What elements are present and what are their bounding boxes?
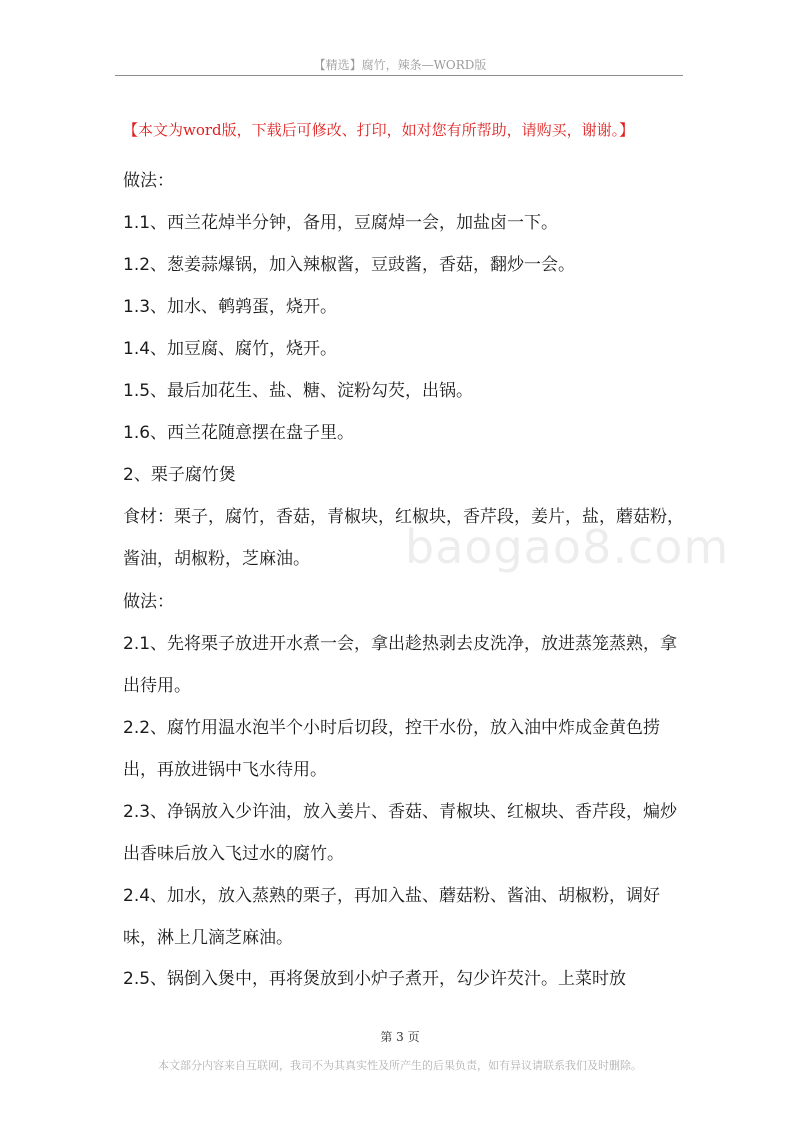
header-title: 【精选】腐竹，辣条—WORD版 xyxy=(313,58,487,72)
purchase-notice: 【本文为word版，下载后可修改、打印，如对您有所帮助，请购买，谢谢。】 xyxy=(123,121,635,139)
ingredients-list: 食材：栗子，腐竹，香菇，青椒块，红椒块，香芹段，姜片，盐，蘑菇粉，酱油，胡椒粉，芝麻油。 xyxy=(123,507,684,569)
step-2-5: 2.5、锅倒入煲中，再将煲放到小炉子煮开，勾少许芡汁。上菜时放 xyxy=(123,969,627,989)
method-heading-2: 做法： xyxy=(123,592,174,612)
step-2-3: 2.3、净锅放入少许油，放入姜片、香菇、青椒块、红椒块、香芹段，煸炒出香味后放入飞过水的腐竹。 xyxy=(123,802,678,864)
method-heading: 做法： xyxy=(123,171,174,191)
page-number: 第 3 页 xyxy=(380,1030,420,1044)
step-1-5: 1.5、最后加花生、盐、糖、淀粉勾芡，出锅。 xyxy=(123,381,474,401)
step-2-4: 2.4、加水，放入蒸熟的栗子，再加入盐、蘑菇粉、酱油、胡椒粉，调好味，淋上几滴芝麻油。 xyxy=(123,886,661,948)
step-1-2: 1.2、葱姜蒜爆锅，加入辣椒酱，豆豉酱，香菇，翻炒一会。 xyxy=(123,255,576,275)
step-2-2: 2.2、腐竹用温水泡半个小时后切段，控干水份，放入油中炸成金黄色捞出，再放进锅中飞水待用。 xyxy=(123,718,661,780)
step-2-1: 2.1、先将栗子放进开水煮一会，拿出趁热剥去皮洗净，放进蒸笼蒸熟，拿出待用。 xyxy=(123,634,678,696)
watermark-text: baogao8.com xyxy=(405,520,730,574)
step-1-4: 1.4、加豆腐、腐竹，烧开。 xyxy=(123,339,338,359)
step-1-6: 1.6、西兰花随意摆在盘子里。 xyxy=(123,423,355,443)
footer-disclaimer: 本文部分内容来自互联网，我司不为其真实性及所产生的后果负责，如有异议请联系我们及时删除。 xyxy=(158,1059,642,1072)
step-1-3: 1.3、加水、鹌鹑蛋，烧开。 xyxy=(123,297,338,317)
recipe-title: 2、栗子腐竹煲 xyxy=(123,465,236,485)
step-1-1: 1.1、西兰花焯半分钟，备用，豆腐焯一会，加盐卤一下。 xyxy=(123,213,559,233)
header-divider xyxy=(115,75,683,76)
